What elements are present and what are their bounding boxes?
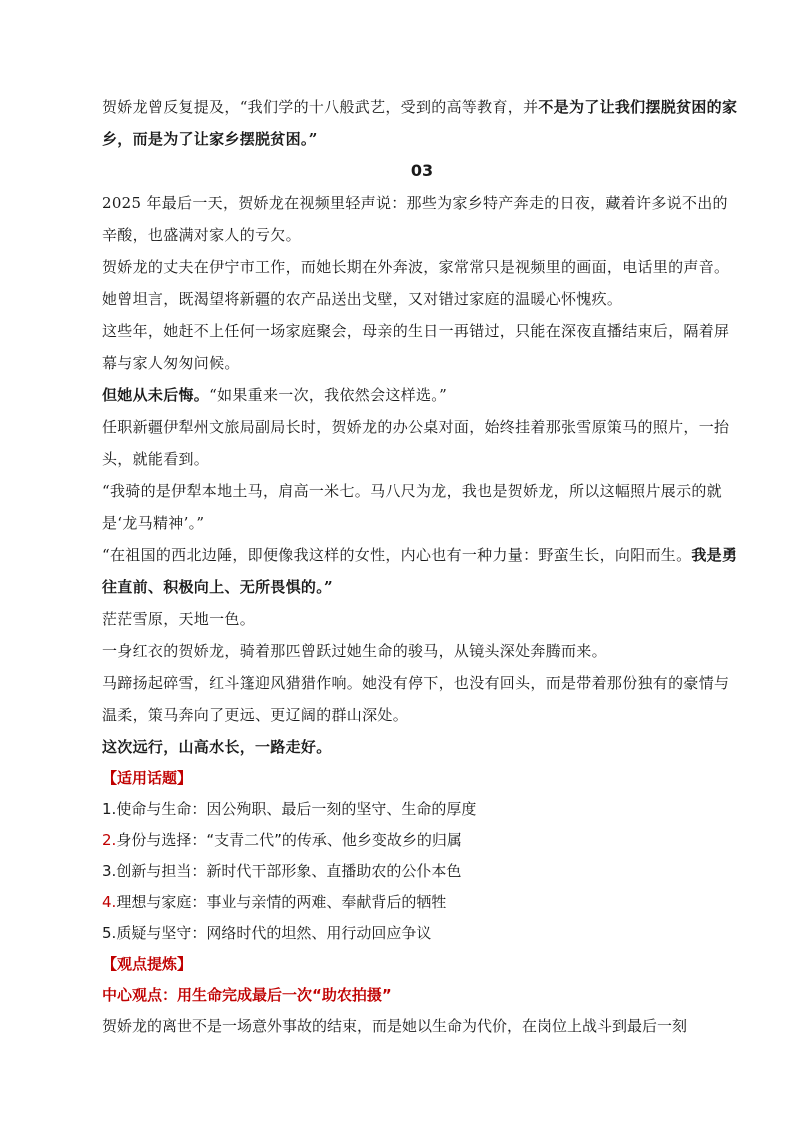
paragraph-1 xyxy=(102,91,742,155)
viewpoint-header: 【观点提炼】 xyxy=(102,955,193,973)
topic-item: 4.理想与家庭：事业与亲情的两难、奉献背后的牺牲 xyxy=(102,893,447,911)
paragraph-11: 马蹄扬起碎雪，红斗篷迎风猎猎作响。她没有停下，也没有回头，而是带着那份独有的豪情与温柔，策马奔向了更远、更辽阔的群山深处。 xyxy=(102,674,730,724)
topics-list xyxy=(102,794,742,949)
paragraph-12: 这次远行，山高水长，一路走好。 xyxy=(102,738,332,756)
topic-item: 2.身份与选择：“支青二代”的传承、他乡变故乡的归属 xyxy=(102,831,462,849)
paragraph-3: 贺娇龙的丈夫在伊宁市工作，而她长期在外奔波，家常常只是视频里的画面，电话里的声音。她曾坦言，既渴望将新疆的农产品送出戈壁，又对错过家庭的温暖心怀愧疚。 xyxy=(102,258,730,308)
topic-item: 5.质疑与坚守：网络时代的坦然、用行动回应争议 xyxy=(102,924,432,942)
paragraph-5 xyxy=(102,379,742,411)
paragraph-bold: 我是勇往直前、积极向上、无所畏惧的。” xyxy=(102,546,738,596)
topic-item: 3.创新与担当：新时代干部形象、直播助农的公仆本色 xyxy=(102,862,462,880)
paragraph-6: 任职新疆伊犁州文旅局副局长时，贺娇龙的办公桌对面，始终挂着那张雪原策马的照片，一抬头，就能看到。 xyxy=(102,418,730,468)
article-body xyxy=(102,91,742,1042)
viewpoint-text: 贺娇龙的离世不是一场意外事故的结束，而是她以生命为代价，在岗位上战斗到最后一刻 xyxy=(102,1017,688,1035)
paragraph-text: 贺娇龙曾反复提及，“我们学的十八般武艺，受到的高等教育，并 xyxy=(102,98,539,116)
paragraph-4: 这些年，她赶不上任何一场家庭聚会，母亲的生日一再错过，只能在深夜直播结束后，隔着屏幕与家人匆匆问候。 xyxy=(102,322,730,372)
central-viewpoint: 中心观点：用生命完成最后一次“助农拍摄” xyxy=(102,986,392,1004)
paragraph-9: 茫茫雪原，天地一色。 xyxy=(102,610,256,628)
topics-header: 【适用话题】 xyxy=(102,769,193,787)
paragraph-7: “我骑的是伊犁本地土马，肩高一米七。马八尺为龙，我也是贺娇龙，所以这幅照片展示的就是‘龙马精神’。” xyxy=(102,482,722,532)
paragraph-text: “如果重来一次，我依然会这样选。” xyxy=(209,386,448,404)
topic-item: 1.使命与生命：因公殉职、最后一刻的坚守、生命的厚度 xyxy=(102,800,477,818)
paragraph-2: 2025 年最后一天，贺娇龙在视频里轻声说：那些为家乡特产奔走的日夜，藏着许多说不出的辛酸，也盛满对家人的亏欠。 xyxy=(102,194,728,244)
paragraph-bold: 但她从未后悔。 xyxy=(102,386,210,404)
paragraph-bold: 不是为了让我们摆脱贫困的家乡，而是为了让家乡摆脱贫困。” xyxy=(102,98,738,148)
paragraph-8 xyxy=(102,539,742,603)
paragraph-text: “在祖国的西北边陲，即便像我这样的女性，内心也有一种力量：野蛮生长，向阳而生。 xyxy=(102,546,692,564)
section-number: 03 xyxy=(410,161,434,180)
paragraph-10: 一身红衣的贺娇龙，骑着那匹曾跃过她生命的骏马，从镜头深处奔腾而来。 xyxy=(102,642,607,660)
